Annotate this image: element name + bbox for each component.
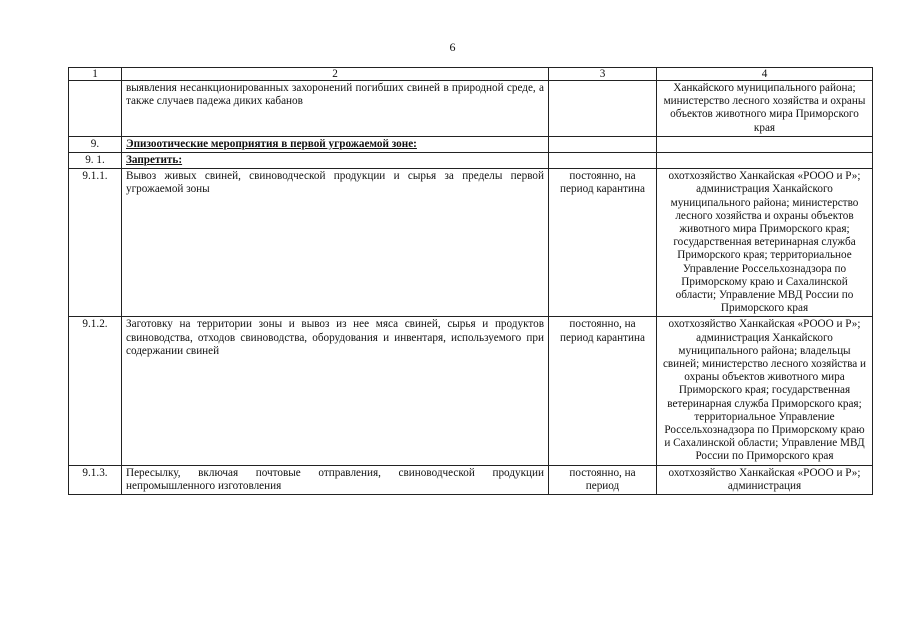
page-number: 6 <box>449 40 456 54</box>
row-term: постоянно, на период карантина <box>549 169 657 317</box>
table-row <box>69 169 873 317</box>
column-header-3: 3 <box>549 68 657 81</box>
row-responsible <box>657 136 873 152</box>
row-term <box>549 153 657 169</box>
table-row <box>69 317 873 465</box>
row-description: выявления несанкционированных захоронений погибших свиней в природной среде, а также случаев падежа диких кабанов <box>122 81 549 137</box>
row-number <box>69 81 122 137</box>
row-description: Пересылку, включая почтовые отправления, свиноводческой продукции непромышленного изготовления <box>122 465 549 494</box>
row-responsible: охотхозяйство Ханкайская «РООО и Р»; администрация Ханкайского муниципального района; министерство лесного хозяйства и охраны объектов животного мира Приморского края; государственная ветеринарная служба Приморского края; территориальное Управление Россельхознадзора по Приморскому краю и Сахалинской области; Управление МВД России по Приморского края <box>657 169 873 317</box>
section-heading: Эпизоотические мероприятия в первой угрожаемой зоне: <box>122 136 549 152</box>
row-term <box>549 136 657 152</box>
row-number: 9. 1. <box>69 153 122 169</box>
row-description: Заготовку на территории зоны и вывоз из нее мяса свиней, сырья и продуктов свиноводства, отходов свиноводства, оборудования и инвентаря, используемого при содержании свиней <box>122 317 549 465</box>
row-responsible <box>657 153 873 169</box>
row-number: 9.1.3. <box>69 465 122 494</box>
column-header-4: 4 <box>657 68 873 81</box>
column-header-1: 1 <box>69 68 122 81</box>
row-number: 9.1.1. <box>69 169 122 317</box>
row-term: постоянно, на период карантина <box>549 317 657 465</box>
row-responsible: охотхозяйство Ханкайская «РООО и Р»; администрация <box>657 465 873 494</box>
column-header-2: 2 <box>122 68 549 81</box>
row-term <box>549 81 657 137</box>
row-responsible: Ханкайского муниципального района; министерство лесного хозяйства и охраны объектов животного мира Приморского края <box>657 81 873 137</box>
table-row <box>69 81 873 137</box>
measures-table <box>68 67 873 495</box>
table-header-row <box>69 68 873 81</box>
row-description: Вывоз живых свиней, свиноводческой продукции и сырья за пределы первой угрожаемой зоны <box>122 169 549 317</box>
table-row <box>69 465 873 494</box>
row-responsible: охотхозяйство Ханкайская «РООО и Р»; администрация Ханкайского муниципального района; владельцы свиней; министерство лесного хозяйства и охраны объектов животного мира Приморского края; государственная ветеринарная служба Приморского края; территориальное Управление Россельхознадзора по Приморскому краю и Сахалинской области; Управление МВД России по Приморского края <box>657 317 873 465</box>
row-number: 9. <box>69 136 122 152</box>
table-row <box>69 153 873 169</box>
subsection-heading: Запретить: <box>122 153 549 169</box>
row-number: 9.1.2. <box>69 317 122 465</box>
table-row <box>69 136 873 152</box>
row-term: постоянно, на период <box>549 465 657 494</box>
